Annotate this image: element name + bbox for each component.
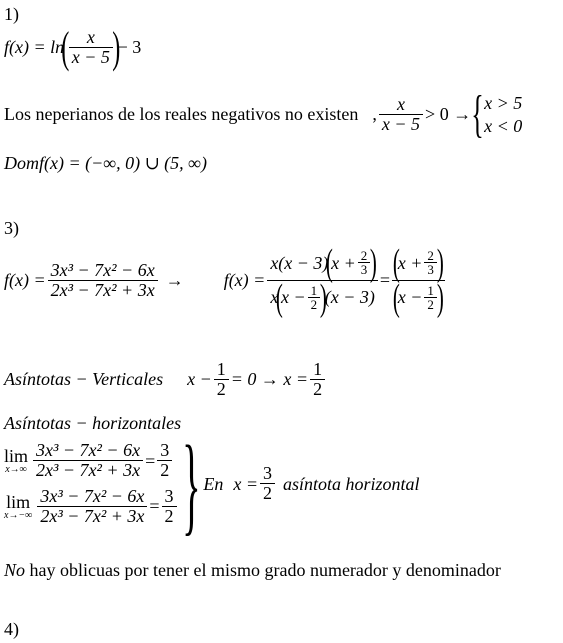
formula-f1: f(x) = ln ( $\frac{x}{x - 5}$ ) − 3	[4, 23, 142, 73]
statement-text: Los neperianos de los reales negativos no existen	[4, 104, 359, 124]
label-4: 4)	[4, 619, 19, 639]
formula-f3: f(x) = $\frac{\text{3x³ − 7x² − 6x}}{\text{2x³ − 7x² + 3x}}$ → f(x) = x(x − 3) ( x + $\frac{2}{3}$ ) x ( x − $\frac{1}{2}$ ) (x − 3) = ( x + $\frac{2}{3}$ ) ( x − $\frac{1}{2}$ )	[4, 242, 444, 320]
label-1: 1)	[4, 4, 19, 24]
f1-lhs: f(x) = ln	[4, 37, 65, 58]
domain-result: Domf(x) = (−∞, 0) ∪ (5, ∞)	[4, 153, 207, 173]
limits-block: lim x→∞ $\frac{\text{3x³ − 7x² − 6x}}{\text{2x³ − 7x² + 3x}}$ = $\frac{3}{2}$ lim x→−∞ $\frac{\text{3x³ − 7x² − 6x}}{\text{2x³ − 7x² + 3x}}$ = $\frac{3}{2}$ } En x = $\frac{3}{2}$ asíntota horizontal	[4, 423, 420, 545]
oblique-statement: No hay oblicuas por tener el mismo grado numerador y denominador	[4, 560, 501, 580]
limit-neg: lim x→−∞ $\frac{\text{3x³ − 7x² − 6x}}{\text{2x³ − 7x² + 3x}}$ = $\frac{3}{2}$	[4, 487, 179, 527]
label-3: 3)	[4, 218, 19, 238]
limit-pos: lim x→∞ $\frac{\text{3x³ − 7x² − 6x}}{\text{2x³ − 7x² + 3x}}$ = $\frac{3}{2}$	[4, 441, 179, 481]
horizontal-label: Asíntotas − horizontales	[4, 413, 182, 433]
vertical-asymptotes: Asíntotas − Verticales x − $\frac{1}{2}$ = 0 → x = $\frac{1}{2}$	[4, 360, 327, 400]
domain-statement: Los neperianos de los reales negativos no existen , $\frac{x}{x - 5}$ > 0 → { x > 5 x < 0	[4, 85, 523, 143]
